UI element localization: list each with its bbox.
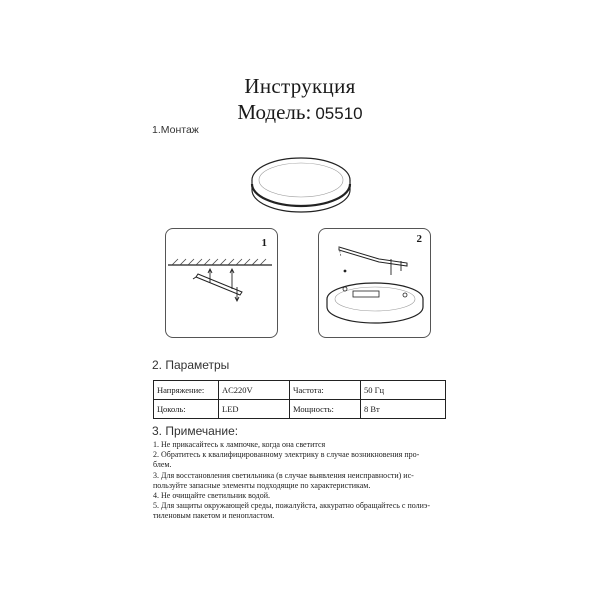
note-line: тиленовым пакетом и пенопластом. <box>153 511 275 521</box>
figure-number: 2 <box>416 233 422 245</box>
model-line <box>0 100 600 125</box>
figure-mount-step-1 <box>165 228 278 338</box>
document-title: Инструкция <box>244 74 356 98</box>
power-label: Мощность: <box>290 400 361 419</box>
model-number: 05510 <box>315 104 363 123</box>
figure-number: 1 <box>261 237 267 249</box>
figure-mount-step-2 <box>318 228 431 338</box>
frequency-value: 50 Гц <box>361 381 446 400</box>
note-line: 4. Не очищайте светильник водой. <box>153 491 271 501</box>
power-value: 8 Вт <box>361 400 446 419</box>
note-line: пользуйте запасные элементы подходящие по характеристикам. <box>153 480 371 490</box>
note-line: 3. Для восстановления светильника (в случае выявления неисправности) ис- <box>153 470 414 480</box>
socket-label: Цоколь: <box>154 400 219 419</box>
note-line: 1. Не прикасайтесь к лампочке, когда она светится <box>153 440 326 449</box>
note-line: 5. Для защиты окружающей среды, пожалуйста, аккуратно обращайтесь с полиэ- <box>153 501 431 511</box>
voltage-label: Напряжение: <box>154 381 219 400</box>
note-line: блем. <box>153 460 172 470</box>
table-row <box>154 400 446 419</box>
section-mounting-title: 1.Монтаж <box>152 124 199 136</box>
note-line: 2. Обратитесь к квалифицированному электрику в случае возникновения про- <box>153 450 420 460</box>
section-notes-title: 3. Примечание: <box>152 424 239 438</box>
notes-list <box>153 440 453 522</box>
table-row <box>154 381 446 400</box>
parameters-table <box>153 380 446 419</box>
lamp-attach-icon <box>319 229 430 337</box>
bracket-mounting-icon <box>166 229 277 337</box>
voltage-value: AC220V <box>219 381 290 400</box>
socket-value: LED <box>219 400 290 419</box>
model-label: Модель: <box>237 100 312 124</box>
frequency-label: Частота: <box>290 381 361 400</box>
lamp-illustration <box>248 150 354 220</box>
section-parameters-title: 2. Параметры <box>152 358 230 372</box>
